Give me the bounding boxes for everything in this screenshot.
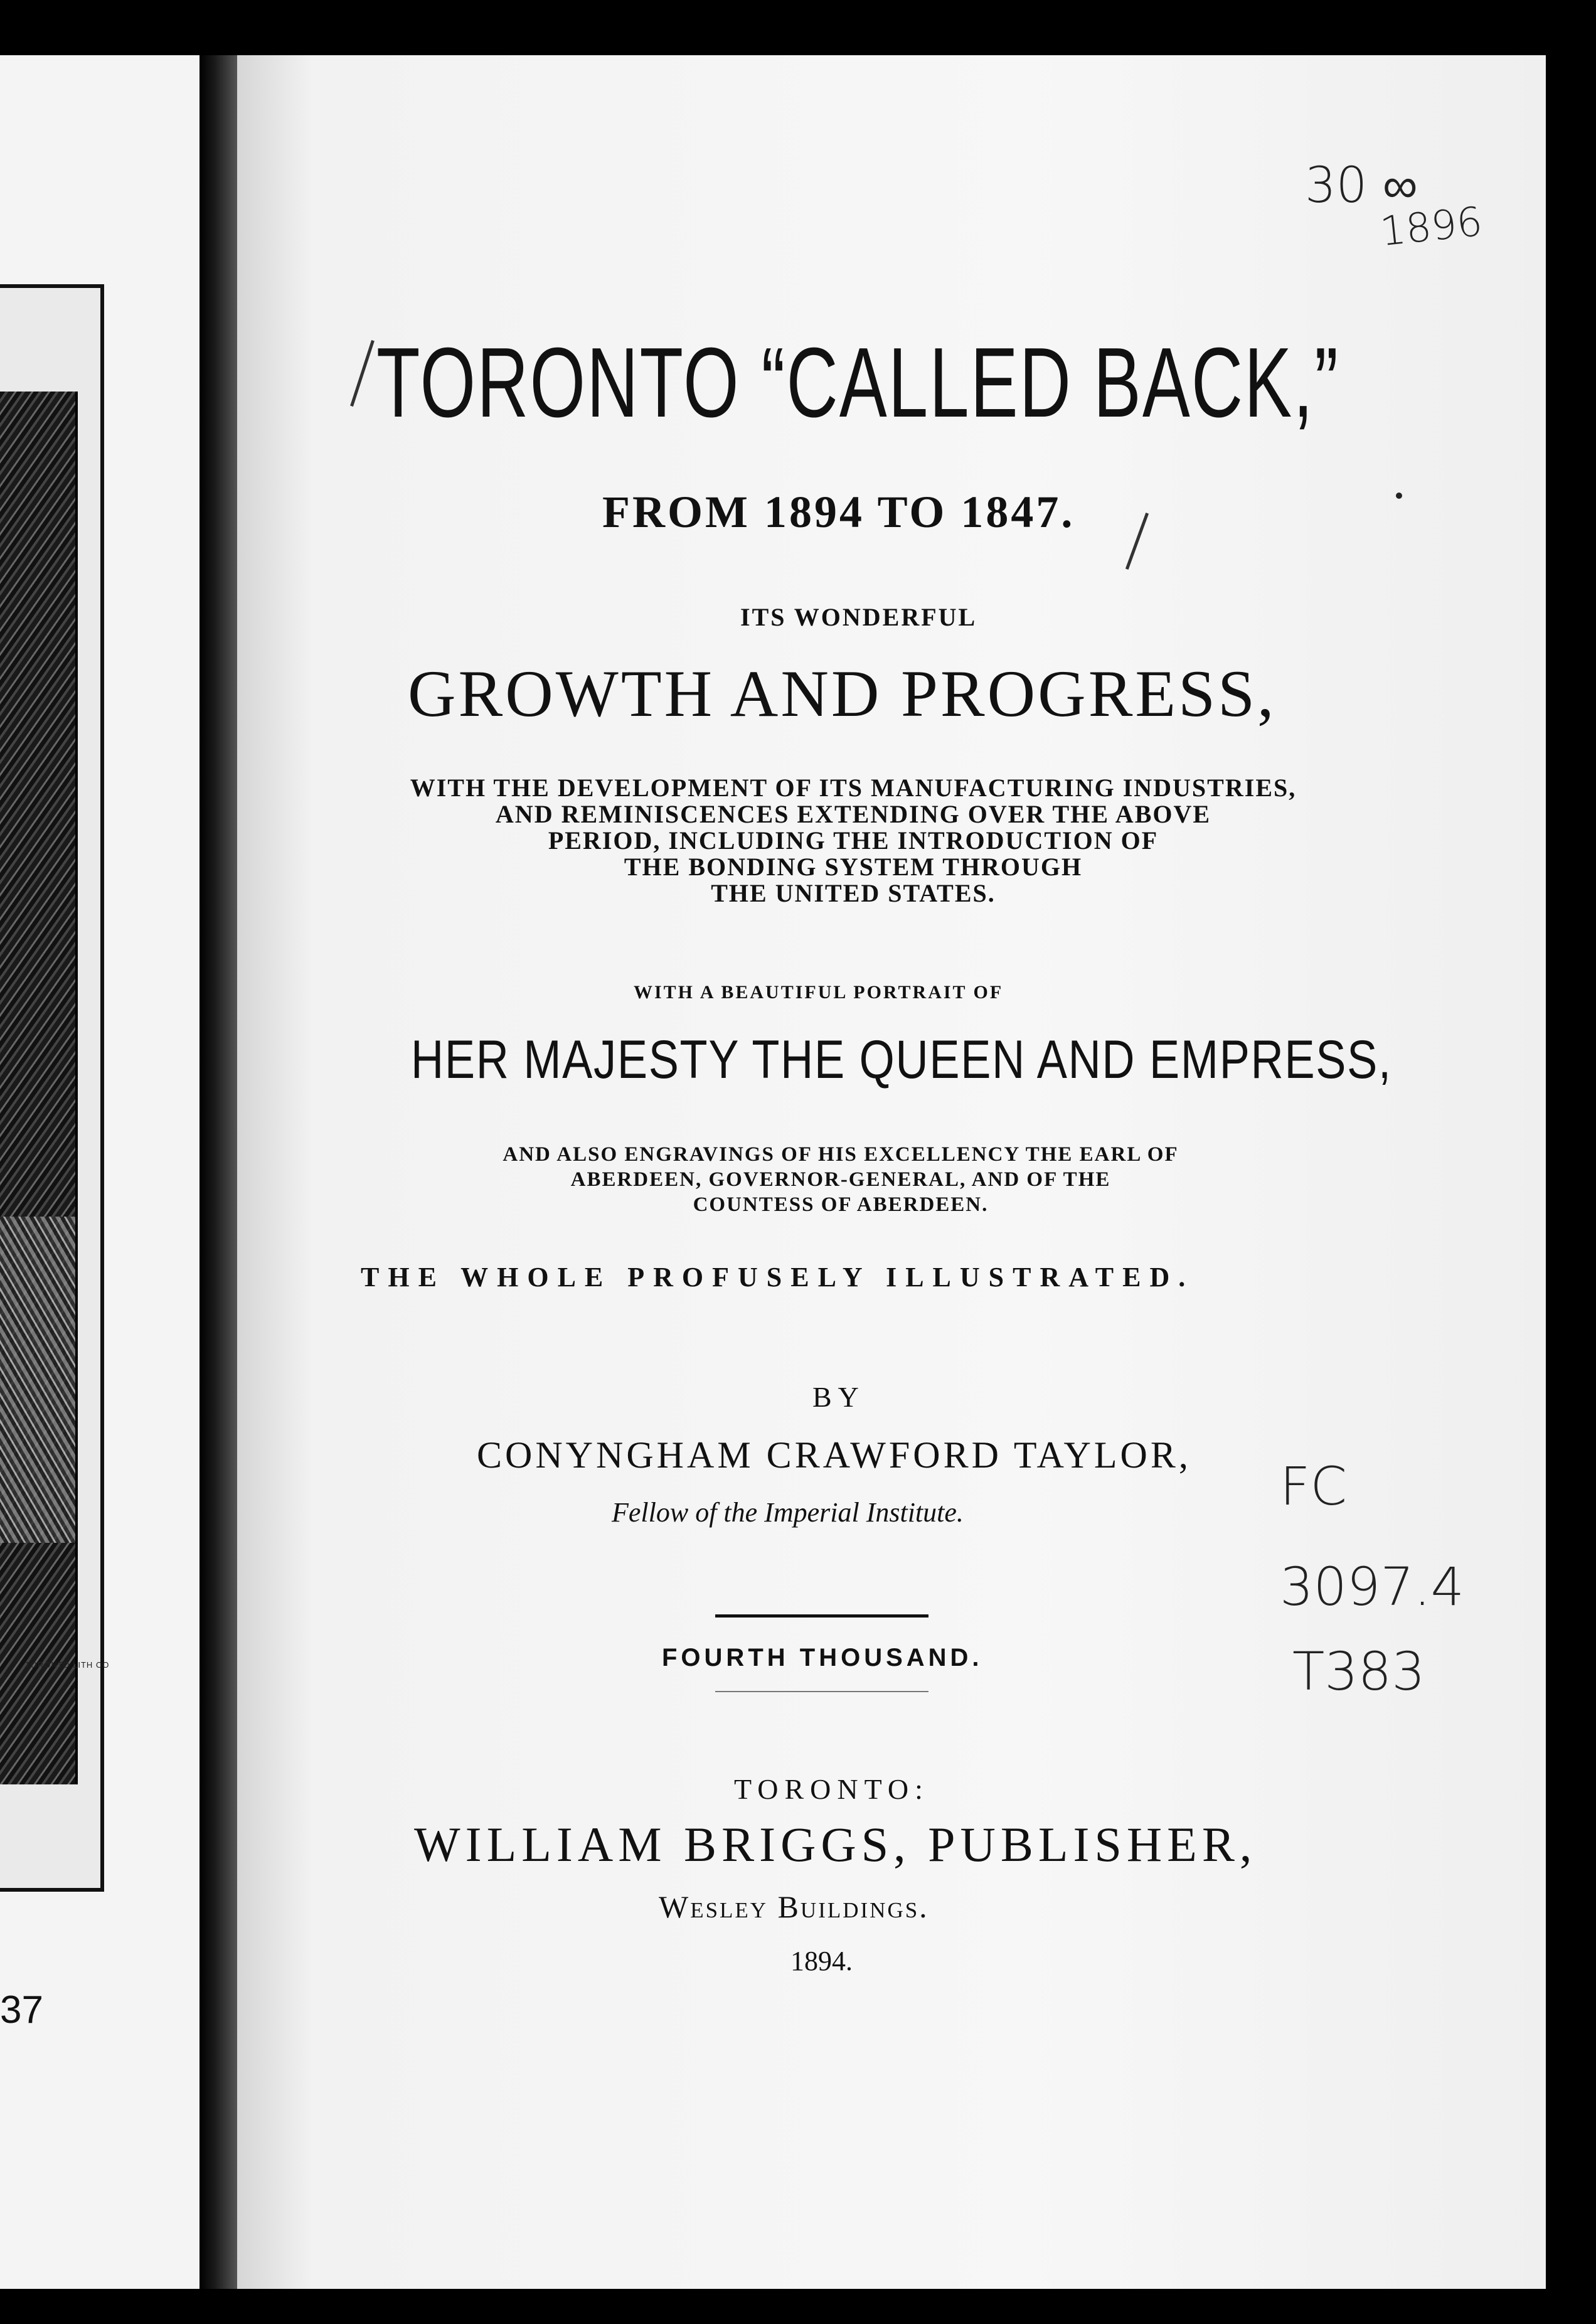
description-line: THE UNITED STATES.	[711, 879, 996, 907]
divider-rule	[715, 1614, 928, 1618]
divider-rule	[715, 1691, 928, 1692]
call-number-class: FC	[1280, 1456, 1347, 1517]
date-range: FROM 1894 TO 1847.	[602, 487, 1075, 537]
handwritten-price: 30 ∞	[1305, 157, 1418, 214]
book-title: TORONTO “CALLED BACK,”	[376, 328, 1340, 438]
description-line: PERIOD, INCLUDING THE INTRODUCTION OF	[548, 826, 1159, 855]
book-gutter	[200, 55, 237, 2289]
publication-place: TORONTO:	[734, 1773, 929, 1805]
subtitle: GROWTH AND PROGRESS,	[408, 657, 1277, 730]
scan-border	[1546, 55, 1596, 2289]
engravings-line: ABERDEEN, GOVERNOR-GENERAL, AND OF THE	[570, 1168, 1111, 1191]
portrait-frame	[0, 284, 104, 1892]
handwritten-year: 1896	[1378, 198, 1485, 256]
edition-note: FOURTH THOUSAND.	[662, 1644, 983, 1671]
illustrated-note: THE WHOLE PROFUSELY ILLUSTRATED.	[361, 1262, 1194, 1293]
portrait-intro: WITH A BEAUTIFUL PORTRAIT OF	[634, 982, 1004, 1003]
publisher-name: WILLIAM BRIGGS, PUBLISHER,	[414, 1817, 1257, 1872]
description-line: THE BONDING SYSTEM THROUGH	[624, 853, 1083, 881]
description-block	[358, 775, 1349, 907]
publication-year: 1894.	[790, 1946, 853, 1976]
engravings-block	[477, 1142, 1205, 1217]
engravings-line: COUNTESS OF ABERDEEN.	[693, 1193, 989, 1216]
publisher-address: Wesley Buildings.	[659, 1889, 929, 1924]
call-number-number: 3097.4	[1280, 1556, 1464, 1618]
portrait-engraving	[0, 392, 78, 1784]
by-line: BY	[812, 1381, 865, 1413]
description-line: AND REMINISCENCES EXTENDING OVER THE ABOVE	[495, 800, 1211, 828]
page-number: 37	[0, 1988, 43, 2032]
lithographer-credit: TORONTO LITH CO	[25, 1660, 110, 1670]
facing-page	[0, 55, 200, 2289]
description-line: WITH THE DEVELOPMENT OF ITS MANUFACTURING INDUSTRIES,	[410, 774, 1297, 802]
author-title: Fellow of the Imperial Institute.	[612, 1497, 964, 1528]
portrait-subject: HER MAJESTY THE QUEEN AND EMPRESS,	[411, 1030, 1392, 1090]
intro-line: ITS WONDERFUL	[740, 603, 977, 631]
engraving-highlight	[0, 1217, 75, 1543]
author-name: CONYNGHAM CRAWFORD TAYLOR,	[477, 1434, 1191, 1476]
engravings-line: AND ALSO ENGRAVINGS OF HIS EXCELLENCY THE EARL OF	[503, 1143, 1179, 1166]
call-number-cutter: T383	[1292, 1641, 1425, 1702]
ink-dot	[1396, 493, 1402, 499]
